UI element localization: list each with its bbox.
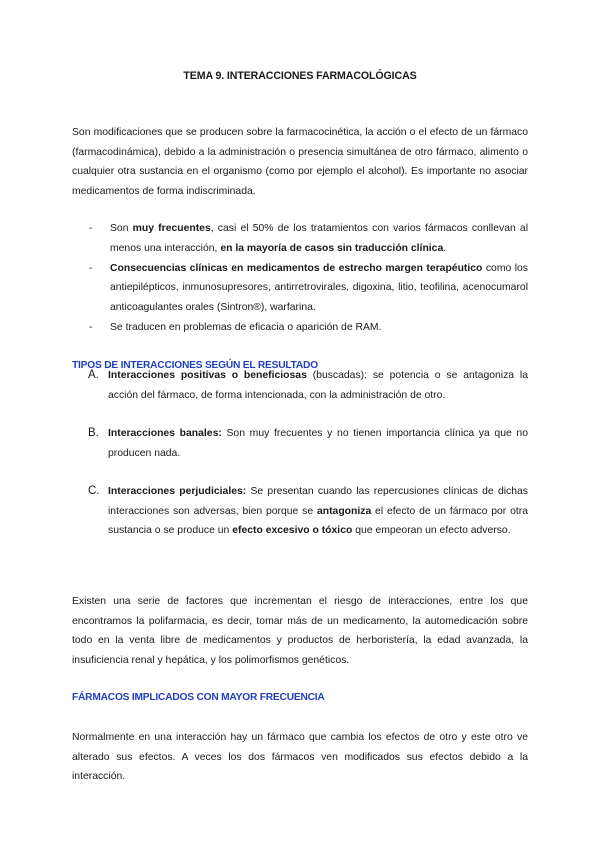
dash-bullet: -	[89, 321, 93, 333]
list-item: B. Interacciones banales: Son muy frecuentes y no tienen importancia clínica ya que no producen nada.	[72, 424, 528, 463]
list-marker: A.	[88, 369, 99, 381]
interaction-types-list	[72, 366, 528, 560]
list-item: C. Interacciones perjudiciales: Se presentan cuando las repercusiones clínicas de dichas interacciones son adversas, bien porque se antagoniza el efecto de un fármaco por otra sustancia o se produce un efecto excesivo o tóxico que empeoran un efecto adverso.	[72, 482, 528, 541]
emphasis: muy frecuentes	[132, 223, 211, 234]
list-marker: C.	[88, 485, 100, 497]
section-heading-tipos: TIPOS DE INTERACCIONES SEGÚN EL RESULTADO	[72, 360, 318, 371]
emphasis: Consecuencias clínicas en medicamentos de estrecho margen terapéutico	[110, 262, 483, 274]
emphasis: Interacciones banales:	[108, 428, 222, 439]
emphasis: Interacciones perjudiciales:	[108, 486, 247, 497]
list-item: - Son muy frecuentes, casi el 50% de los tratamientos con varios fármacos conllevan al menos una interacción, en la mayoría de casos sin traducción clínica.	[72, 219, 528, 258]
emphasis: antagoniza	[316, 505, 372, 517]
emphasis: en la mayoría de casos sin traducción clínica	[220, 242, 444, 254]
closing-paragraph: Normalmente en una interacción hay un fármaco que cambia los efectos de otro y este otro ve alterado sus efectos. A veces los dos fármacos ven modificados sus efectos debido a la interacción.	[72, 732, 528, 782]
page-title: TEMA 9. INTERACCIONES FARMACOLÓGICAS	[183, 70, 417, 82]
list-item: - Consecuencias clínicas en medicamentos de estrecho margen terapéutico como los antiepilépticos, inmunosupresores, antirretrovirales, digoxina, litio, teofilina, acenocumarol anticoagulantes orales (Sintron®), warfarina.	[72, 259, 528, 318]
emphasis: efecto excesivo o tóxico	[232, 525, 353, 536]
emphasis: Interacciones positivas o beneficiosas	[108, 370, 307, 381]
risk-factors-paragraph: Existen una serie de factores que incrementan el riesgo de interacciones, entre los que encontramos la polifarmacia, es decir, tomar más de un medicamento, la automedicación sobre todo en la venta libre de medicamentos y productos de herboristería, la edad avanzada, la insuficiencia renal y hepática, y los polimorfismos genéticos.	[72, 596, 528, 666]
intro-paragraph: Son modificaciones que se producen sobre la farmacocinética, la acción o el efecto de un fármaco (farmacodinámica), debido a la administración o presencia simultánea de otro fármaco, alimento o cualquier otra sustancia en el organismo (como por ejemplo el alcohol). Es importante no asociar medicamentos de forma indiscriminada.	[72, 127, 528, 197]
dash-bullet: -	[89, 262, 93, 274]
list-marker: B.	[88, 427, 99, 439]
section-heading-farmacos: FÁRMACOS IMPLICADOS CON MAYOR FRECUENCIA	[72, 692, 325, 703]
list-item: A. Interacciones positivas o beneficiosas (buscadas): se potencia o se antagoniza la acción del fármaco, de forma intencionada, con la administración de otro.	[72, 366, 528, 405]
key-points-list	[72, 219, 528, 338]
list-item: - Se traducen en problemas de eficacia o aparición de RAM.	[72, 318, 528, 338]
dash-bullet: -	[89, 223, 93, 234]
